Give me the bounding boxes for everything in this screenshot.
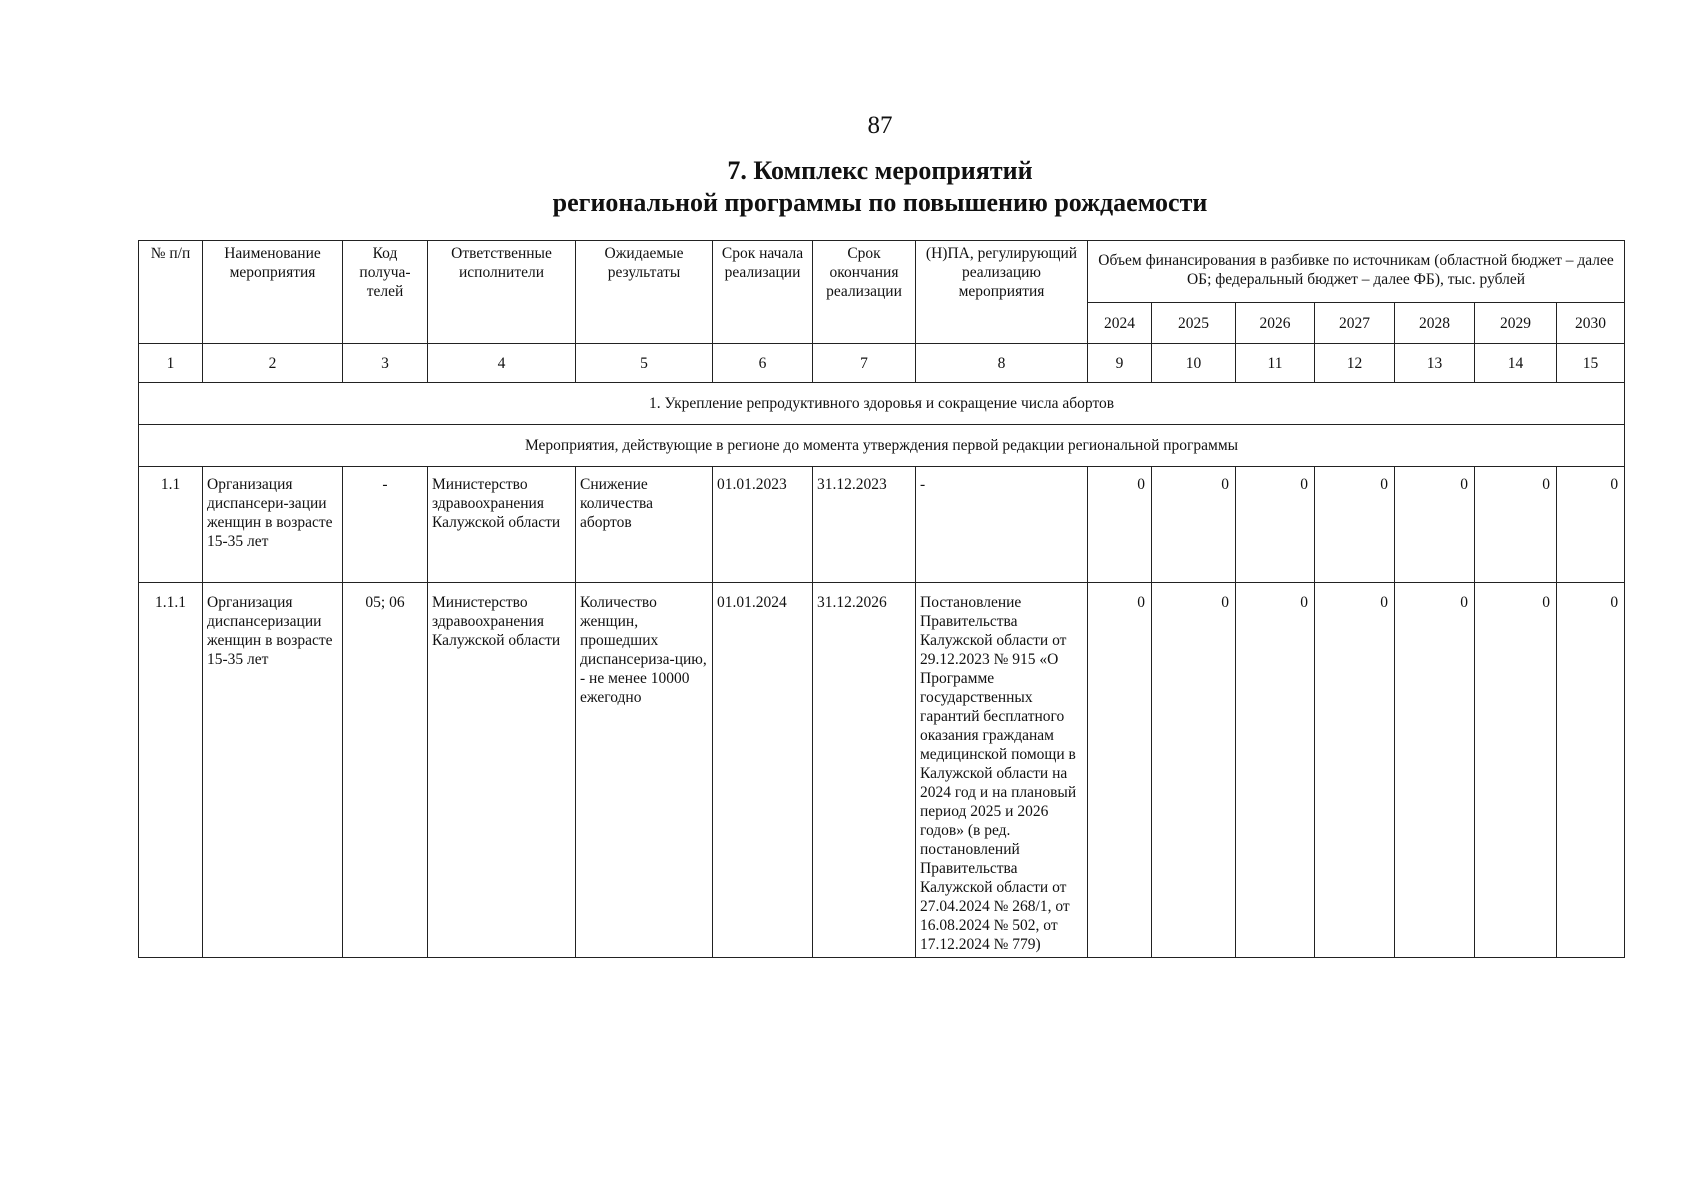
col-number: 11	[1236, 344, 1315, 383]
col-number: 4	[428, 344, 576, 383]
row-end: 31.12.2023	[813, 467, 916, 583]
col-number: 14	[1475, 344, 1557, 383]
row-value-2026: 0	[1236, 583, 1315, 958]
header-end: Срок окончания реализации	[813, 241, 916, 344]
row-start: 01.01.2024	[713, 583, 813, 958]
col-number: 15	[1557, 344, 1625, 383]
title-line-1: 7. Комплекс мероприятий	[727, 156, 1033, 185]
col-number: 12	[1315, 344, 1395, 383]
row-npa: Постановление Правительства Калужской области от 29.12.2023 № 915 «О Программе государственных гарантий бесплатного оказания гражданам медицинской помощи в Калужской области на 2024 год и на плановый период 2025 и 2026 годов» (в ред. постановлений Правительства Калужской области от 27.04.2024 № 268/1, от 16.08.2024 № 502, от 17.12.2024 № 779)	[916, 583, 1088, 958]
row-value-2026: 0	[1236, 467, 1315, 583]
header-executors: Ответственные исполнители	[428, 241, 576, 344]
section-heading: 1. Укрепление репродуктивного здоровья и сокращение числа абортов	[139, 383, 1625, 425]
header-start: Срок начала реализации	[713, 241, 813, 344]
col-number: 1	[139, 344, 203, 383]
row-value-2024: 0	[1088, 467, 1152, 583]
header-results: Ожидаемые результаты	[576, 241, 713, 344]
row-executors: Министерство здравоохранения Калужской области	[428, 467, 576, 583]
col-number: 9	[1088, 344, 1152, 383]
col-number: 7	[813, 344, 916, 383]
table-row	[139, 467, 1625, 583]
row-value-2027: 0	[1315, 467, 1395, 583]
subsection-row	[139, 425, 1625, 467]
row-value-2028: 0	[1395, 467, 1475, 583]
col-number: 2	[203, 344, 343, 383]
row-start: 01.01.2023	[713, 467, 813, 583]
header-row	[139, 241, 1625, 303]
year-2030: 2030	[1557, 303, 1625, 344]
title-line-2: региональной программы по повышению рождаемости	[552, 188, 1208, 217]
year-2028: 2028	[1395, 303, 1475, 344]
row-value-2025: 0	[1152, 467, 1236, 583]
col-number: 13	[1395, 344, 1475, 383]
table-row	[139, 583, 1625, 958]
header-num: № п/п	[139, 241, 203, 344]
row-value-2024: 0	[1088, 583, 1152, 958]
header-funding: Объем финансирования в разбивке по источникам (областной бюджет – далее ОБ; федеральный бюджет – далее ФБ), тыс. рублей	[1088, 241, 1625, 303]
row-value-2029: 0	[1475, 583, 1557, 958]
row-value-2030: 0	[1557, 583, 1625, 958]
section-row	[139, 383, 1625, 425]
row-num: 1.1	[139, 467, 203, 583]
header-npa: (Н)ПА, регулирующий реализацию мероприятия	[916, 241, 1088, 344]
year-2025: 2025	[1152, 303, 1236, 344]
row-value-2027: 0	[1315, 583, 1395, 958]
year-2027: 2027	[1315, 303, 1395, 344]
program-activities-table	[138, 240, 1625, 958]
year-2026: 2026	[1236, 303, 1315, 344]
col-number: 5	[576, 344, 713, 383]
row-value-2028: 0	[1395, 583, 1475, 958]
year-2024: 2024	[1088, 303, 1152, 344]
row-value-2025: 0	[1152, 583, 1236, 958]
row-executors: Министерство здравоохранения Калужской области	[428, 583, 576, 958]
col-number: 10	[1152, 344, 1236, 383]
row-end: 31.12.2026	[813, 583, 916, 958]
row-results: Снижение количества абортов	[576, 467, 713, 583]
row-name: Организация диспансеризации женщин в возрасте 15-35 лет	[203, 583, 343, 958]
header-code: Код получа-телей	[343, 241, 428, 344]
year-2029: 2029	[1475, 303, 1557, 344]
row-value-2030: 0	[1557, 467, 1625, 583]
row-value-2029: 0	[1475, 467, 1557, 583]
column-numbers-row	[139, 344, 1625, 383]
document-title	[0, 155, 1697, 219]
col-number: 6	[713, 344, 813, 383]
page-number: 87	[867, 112, 893, 139]
subsection-heading: Мероприятия, действующие в регионе до момента утверждения первой редакции региональной программы	[139, 425, 1625, 467]
header-name: Наименование мероприятия	[203, 241, 343, 344]
col-number: 3	[343, 344, 428, 383]
row-code: 05; 06	[343, 583, 428, 958]
row-num: 1.1.1	[139, 583, 203, 958]
row-npa: -	[916, 467, 1088, 583]
row-name: Организация диспансери-зации женщин в возрасте 15-35 лет	[203, 467, 343, 583]
row-results: Количество женщин, прошедших диспансериза-цию, - не менее 10000 ежегодно	[576, 583, 713, 958]
col-number: 8	[916, 344, 1088, 383]
row-code: -	[343, 467, 428, 583]
